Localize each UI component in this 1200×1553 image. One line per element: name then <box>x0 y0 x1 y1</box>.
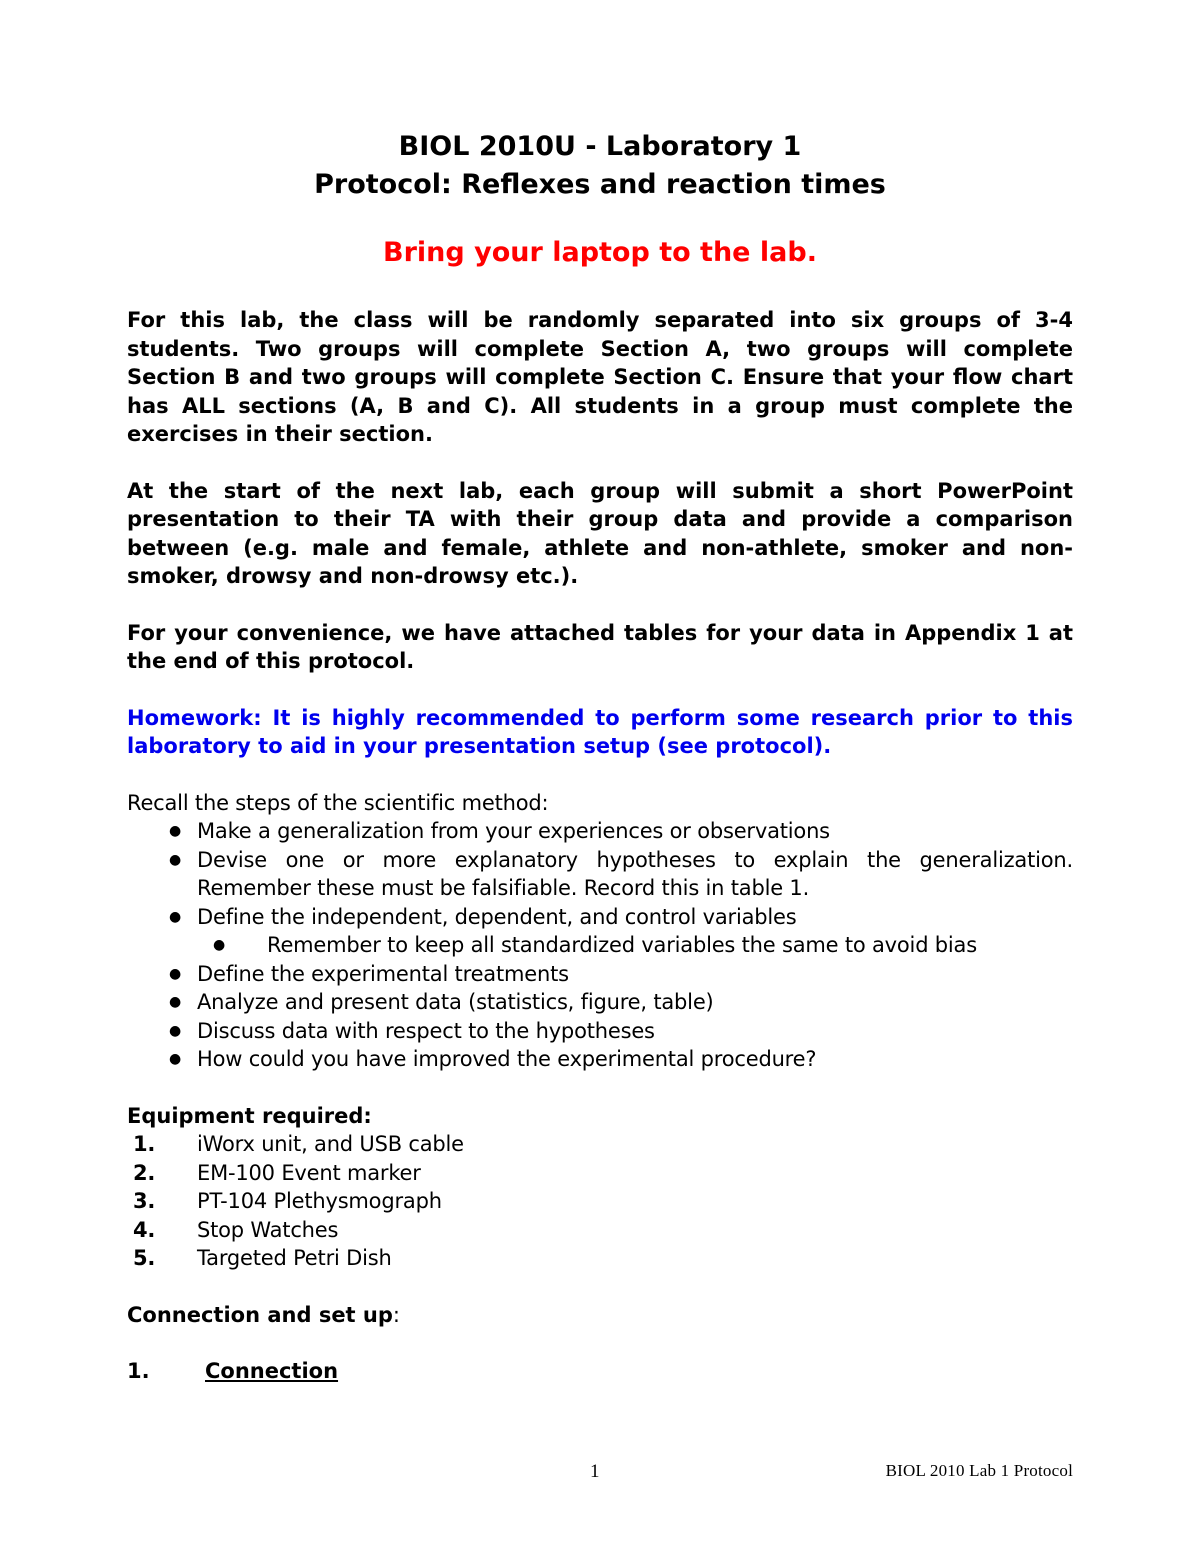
method-step-text: Devise one or more explanatory hypotheses to explain the generalization. Remember these must be falsifiable. Record this in table 1. <box>197 847 1073 900</box>
title-line-2: Protocol: Reflexes and reaction times <box>314 169 886 200</box>
equipment-label: EM-100 Event marker <box>197 1160 421 1185</box>
equipment-item <box>127 1159 1073 1188</box>
laptop-notice: Bring your laptop to the lab. <box>383 237 817 268</box>
method-step-text: Discuss data with respect to the hypotheses <box>197 1018 655 1043</box>
homework-paragraph: Homework: It is highly recommended to perform some research prior to this laboratory to aid in your presentation setup (see protocol). <box>127 705 1073 758</box>
bullet-icon: ● <box>169 1051 182 1067</box>
equipment-number: 4. <box>133 1217 156 1242</box>
bullet-icon: ● <box>213 937 226 953</box>
equipment-list <box>127 1130 1073 1273</box>
method-step <box>127 846 1073 903</box>
subsection-label: Connection <box>205 1359 339 1383</box>
equipment-item <box>127 1244 1073 1273</box>
method-steps-list <box>127 817 1073 1074</box>
equipment-label: Targeted Petri Dish <box>197 1246 392 1270</box>
setup-heading-text: Connection and set up <box>127 1302 393 1327</box>
document-title <box>127 128 1073 204</box>
method-step-text: Make a generalization from your experiences or observations <box>197 819 830 843</box>
method-step <box>127 817 1073 846</box>
connection-subsection <box>127 1357 1073 1386</box>
equipment-item <box>127 1187 1073 1216</box>
presentation-paragraph: At the start of the next lab, each group will submit a short PowerPoint presentation to their TA with their group data and provide a comparison between (e.g. male and female, athlete and non-athlete, smoker and non-smoker, drowsy and non-drowsy etc.). <box>127 478 1073 588</box>
method-step-text: Remember to keep all standardized variables the same to avoid bias <box>267 933 977 957</box>
method-step-text: Define the experimental treatments <box>197 961 569 986</box>
title-line-1: BIOL 2010U - Laboratory 1 <box>398 131 802 162</box>
setup-heading-colon: : <box>392 1302 400 1327</box>
method-step <box>127 1045 1073 1074</box>
bullet-icon: ● <box>169 1022 182 1039</box>
equipment-number: 5. <box>133 1246 156 1270</box>
bullet-icon: ● <box>169 965 182 982</box>
equipment-heading: Equipment required: <box>127 1103 372 1128</box>
method-step <box>127 903 1073 932</box>
setup-heading <box>127 1301 1073 1330</box>
bullet-icon: ● <box>169 851 182 868</box>
equipment-label: PT-104 Plethysmograph <box>197 1189 442 1213</box>
equipment-label: Stop Watches <box>197 1217 339 1242</box>
page-content <box>127 128 1073 1407</box>
method-intro: Recall the steps of the scientific method: <box>127 790 549 815</box>
equipment-number: 3. <box>133 1189 156 1213</box>
method-step <box>127 1017 1073 1046</box>
method-substep <box>127 931 1073 960</box>
equipment-item <box>127 1130 1073 1159</box>
bullet-icon: ● <box>169 994 182 1010</box>
equipment-number: 1. <box>133 1132 156 1156</box>
bullet-icon: ● <box>169 908 182 925</box>
method-step-text: Define the independent, dependent, and control variables <box>197 904 797 929</box>
method-step-text: How could you have improved the experimental procedure? <box>197 1047 817 1071</box>
groups-paragraph: For this lab, the class will be randomly separated into six groups of 3-4 students. Two groups will complete Section A, two groups will complete Section B and two groups will complete Section C. Ensure that your flow chart has ALL sections (A, B and C). All students in a group must complete the exercises in their section. <box>127 308 1073 446</box>
method-step <box>127 988 1073 1017</box>
footer-page-number: 1 <box>590 1461 600 1482</box>
method-step-text: Analyze and present data (statistics, figure, table) <box>197 990 714 1014</box>
equipment-number: 2. <box>133 1160 156 1185</box>
equipment-item <box>127 1216 1073 1245</box>
subsection-number: 1. <box>127 1359 150 1383</box>
footer-document-title: BIOL 2010 Lab 1 Protocol <box>885 1461 1073 1480</box>
equipment-label: iWorx unit, and USB cable <box>197 1132 464 1156</box>
bullet-icon: ● <box>169 823 182 839</box>
method-step <box>127 960 1073 989</box>
convenience-paragraph: For your convenience, we have attached tables for your data in Appendix 1 at the end of this protocol. <box>127 620 1073 673</box>
